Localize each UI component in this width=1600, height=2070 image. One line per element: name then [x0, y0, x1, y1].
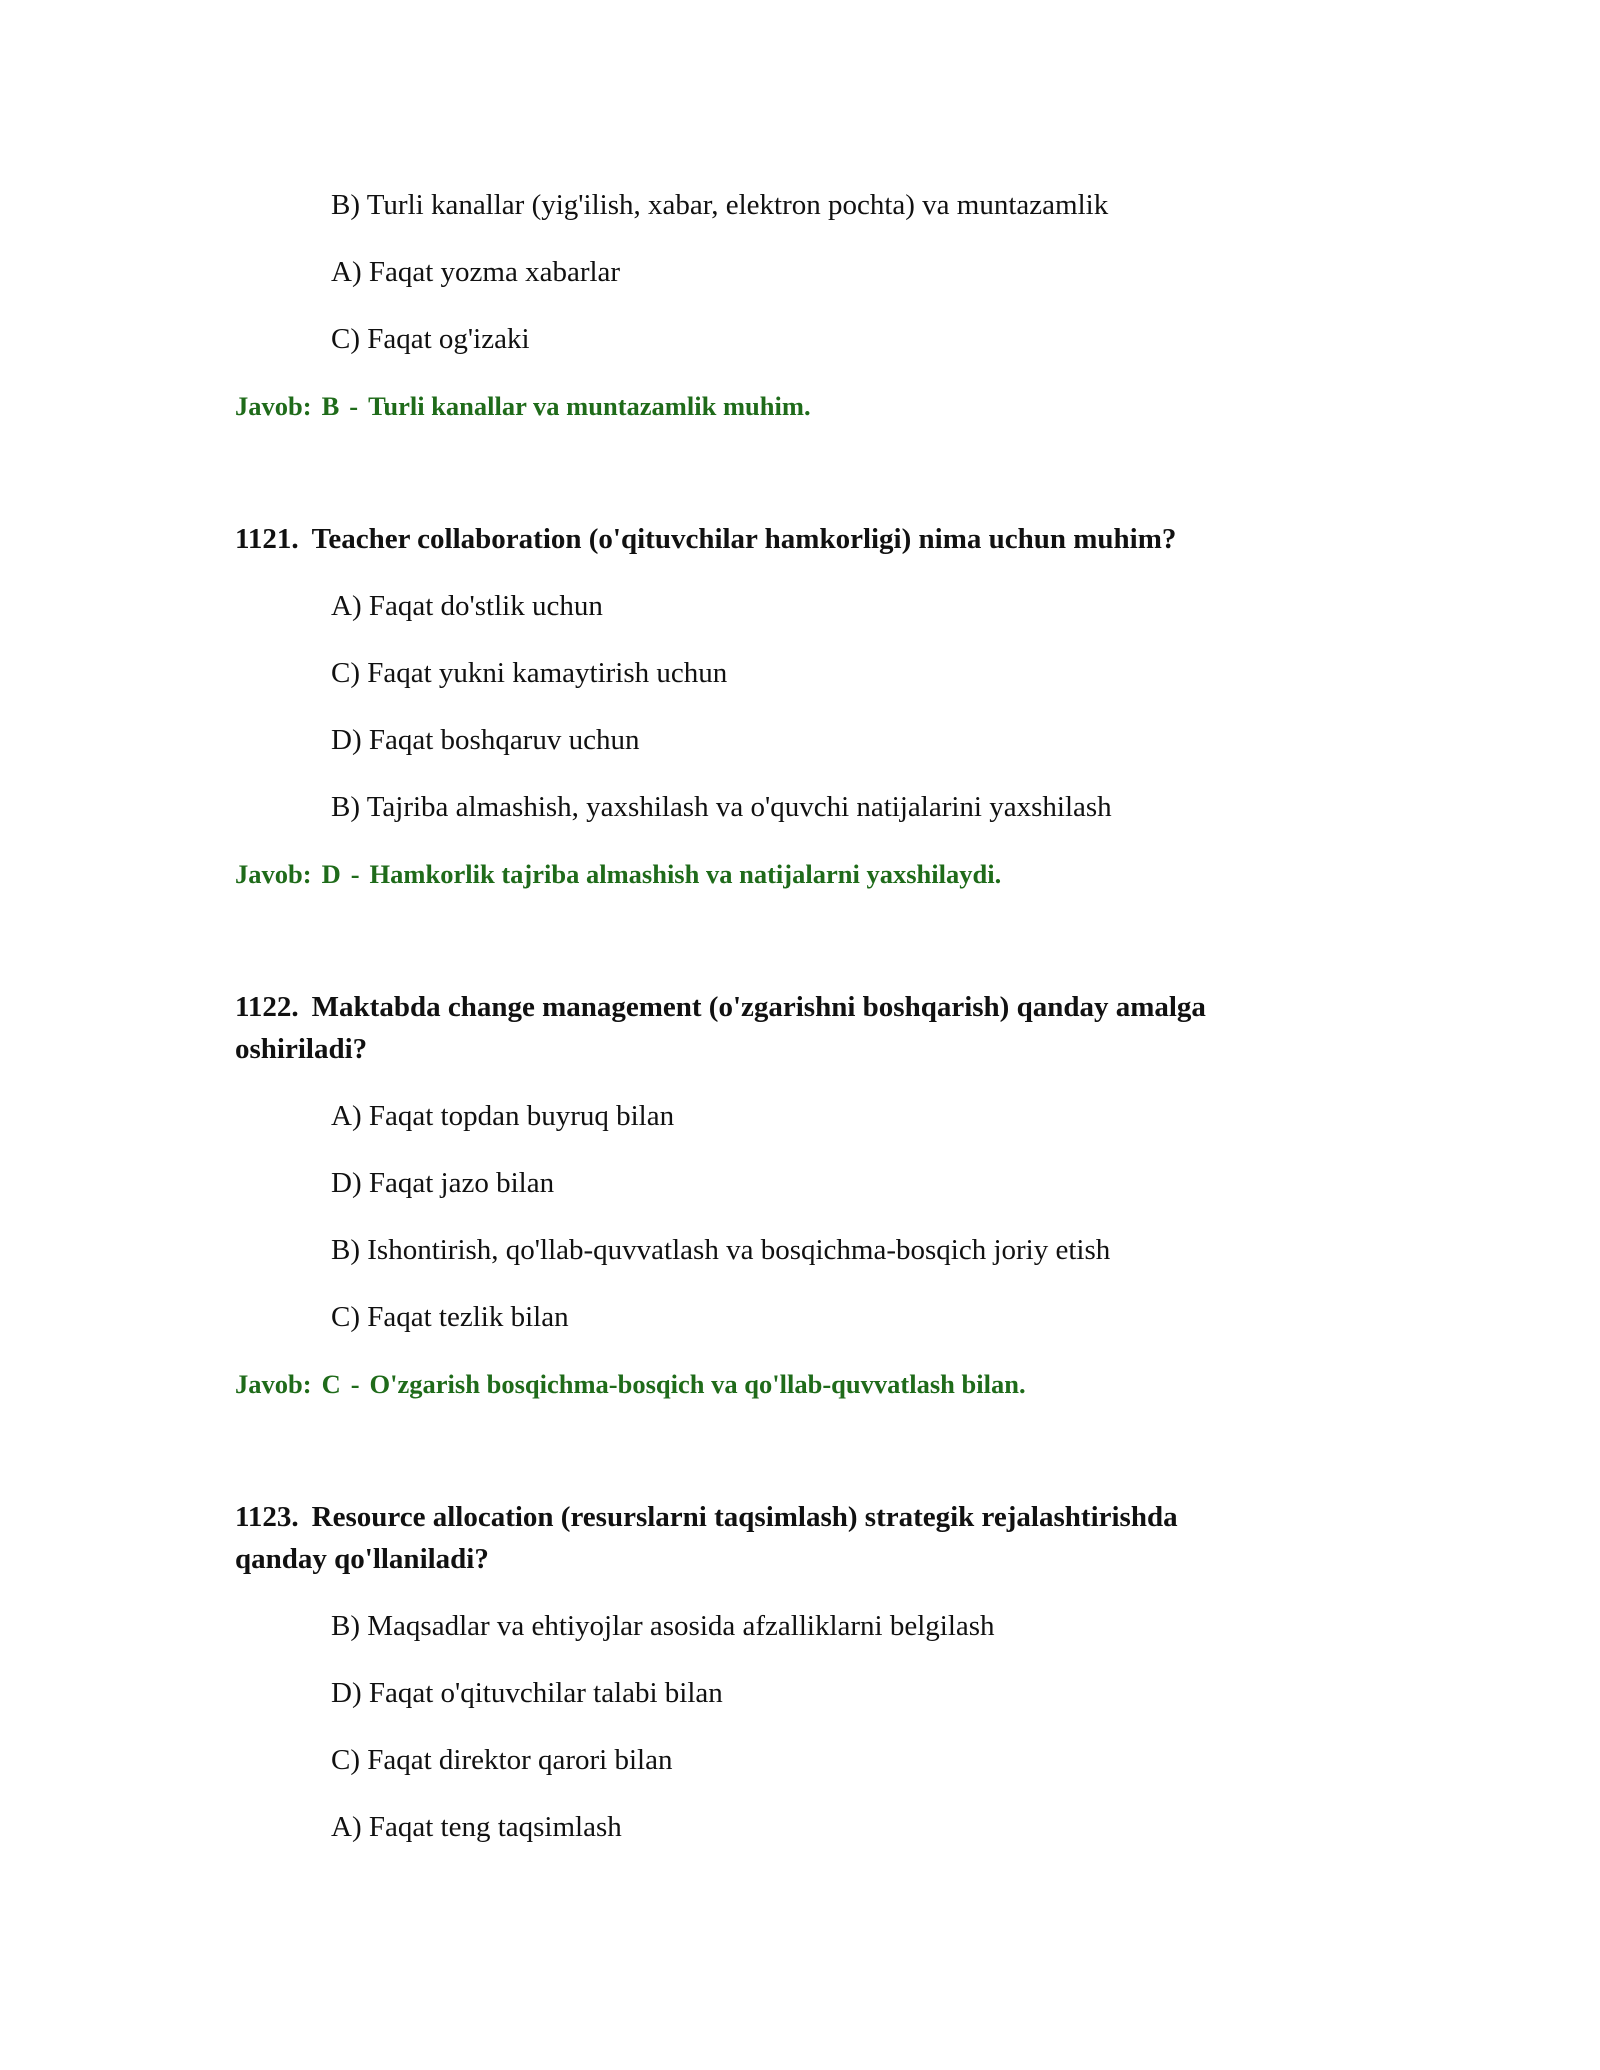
- option-c: C) Faqat og'izaki: [331, 323, 530, 355]
- option-b: B) Tajriba almashish, yaxshilash va o'quvchi natijalarini yaxshilash: [331, 791, 1112, 823]
- option-d: D) Faqat boshqaruv uchun: [331, 724, 640, 756]
- option-a: A) Faqat do'stlik uchun: [331, 590, 603, 622]
- question-number: 1121.: [235, 523, 299, 555]
- answer-line: [235, 1371, 1026, 1398]
- question-text: Resource allocation (resurslarni taqsimlash) strategik rejalashtirishda: [311, 1501, 1178, 1533]
- answer-text: Turli kanallar va muntazamlik muhim.: [368, 391, 811, 421]
- answer-line: [235, 861, 1001, 888]
- option-d: D) Faqat jazo bilan: [331, 1167, 555, 1199]
- question-text-continued: oshiriladi?: [235, 1033, 368, 1065]
- option-a: A) Faqat topdan buyruq bilan: [331, 1100, 675, 1132]
- option-d: D) Faqat o'qituvchilar talabi bilan: [331, 1677, 723, 1709]
- answer-dash: -: [350, 859, 360, 889]
- question-1123: [235, 1503, 1178, 1532]
- answer-text: Hamkorlik tajriba almashish va natijalarni yaxshilaydi.: [369, 859, 1002, 889]
- question-1121: [235, 525, 1176, 554]
- answer-dash: -: [350, 1369, 360, 1399]
- question-text-continued: qanday qo'llaniladi?: [235, 1543, 489, 1575]
- answer-label: Javob:: [235, 391, 312, 421]
- option-b: B) Ishontirish, qo'llab-quvvatlash va bosqichma-bosqich joriy etish: [331, 1234, 1111, 1266]
- option-c: C) Faqat direktor qarori bilan: [331, 1744, 673, 1776]
- question-text: Maktabda change management (o'zgarishni boshqarish) qanday amalga: [311, 991, 1206, 1023]
- option-c: C) Faqat tezlik bilan: [331, 1301, 569, 1333]
- answer-text: O'zgarish bosqichma-bosqich va qo'llab-quvvatlash bilan.: [369, 1369, 1026, 1399]
- answer-letter: D: [321, 859, 341, 889]
- answer-letter: B: [321, 391, 340, 421]
- question-1122: [235, 993, 1206, 1022]
- answer-label: Javob:: [235, 1369, 312, 1399]
- option-a: A) Faqat yozma xabarlar: [331, 256, 621, 288]
- answer-label: Javob:: [235, 859, 312, 889]
- option-c: C) Faqat yukni kamaytirish uchun: [331, 657, 728, 689]
- question-text: Teacher collaboration (o'qituvchilar hamkorligi) nima uchun muhim?: [311, 523, 1177, 555]
- question-number: 1122.: [235, 991, 299, 1023]
- answer-line: [235, 393, 811, 420]
- question-number: 1123.: [235, 1501, 299, 1533]
- answer-dash: -: [349, 391, 359, 421]
- option-b: B) Maqsadlar va ehtiyojlar asosida afzalliklarni belgilash: [331, 1610, 995, 1642]
- option-a: A) Faqat teng taqsimlash: [331, 1811, 622, 1843]
- option-b: B) Turli kanallar (yig'ilish, xabar, elektron pochta) va muntazamlik: [331, 189, 1109, 221]
- answer-letter: C: [321, 1369, 341, 1399]
